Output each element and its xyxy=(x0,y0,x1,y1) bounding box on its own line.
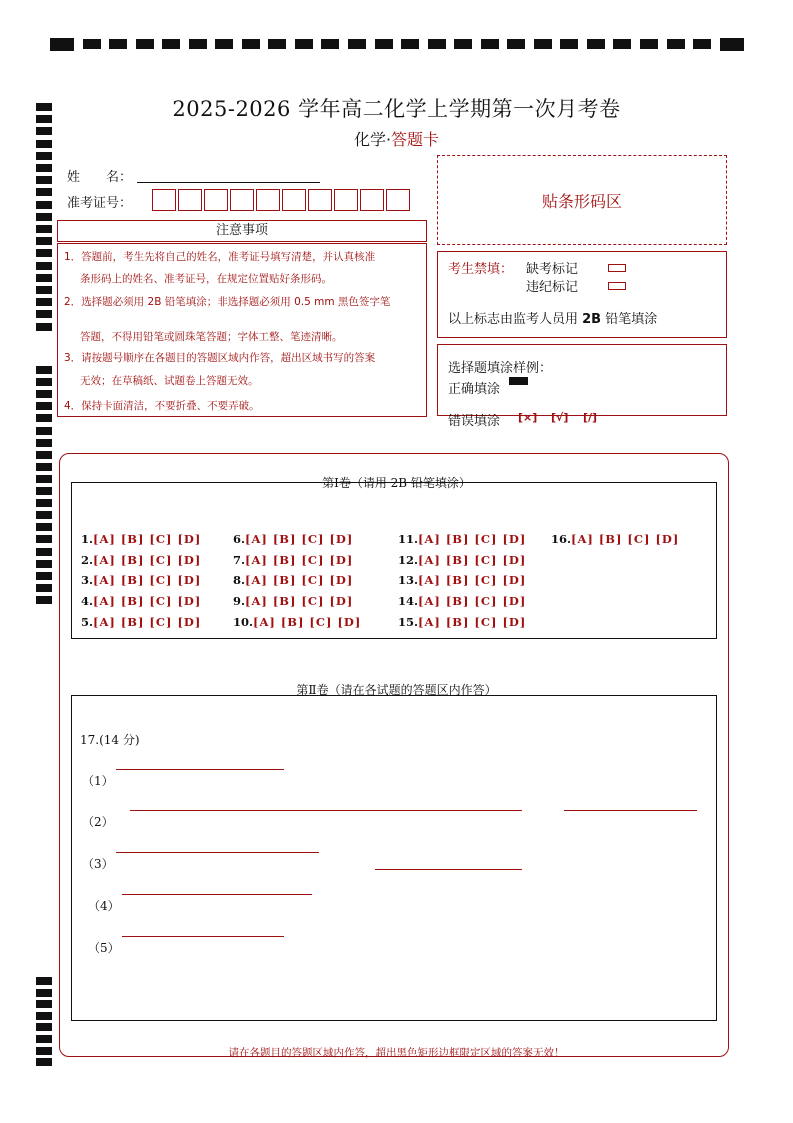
exam-id-digit-box[interactable] xyxy=(360,189,384,211)
name-label: 姓 名： xyxy=(67,170,133,185)
mcq-options[interactable]: [A] [B] [C] [D] xyxy=(93,553,202,567)
timing-mark xyxy=(36,164,52,172)
timing-mark xyxy=(36,1012,52,1020)
notice-line: 3．请按题号顺序在各题目的答题区域内作答，超出区域书写的答案 xyxy=(64,352,376,364)
mcq-number: 16. xyxy=(551,532,572,546)
notice-line: 无效；在草稿纸、试题卷上答题无效。 xyxy=(80,375,259,387)
part-5-label: （5） xyxy=(88,941,120,955)
mcq-question[interactable] xyxy=(398,573,526,587)
mcq-options[interactable]: [A] [B] [C] [D] xyxy=(93,594,202,608)
invigilator-box xyxy=(437,251,727,338)
mcq-question[interactable] xyxy=(398,553,526,567)
timing-mark xyxy=(36,463,52,471)
mcq-options[interactable]: [A] [B] [C] [D] xyxy=(253,615,362,629)
answer-line[interactable] xyxy=(116,852,319,853)
timing-mark xyxy=(36,310,52,318)
mcq-question[interactable] xyxy=(81,553,201,567)
timing-mark xyxy=(36,1035,52,1043)
timing-mark xyxy=(36,262,52,270)
timing-mark xyxy=(36,439,52,447)
mcq-options[interactable]: [A] [B] [C] [D] xyxy=(418,594,527,608)
mcq-options[interactable]: [A] [B] [C] [D] xyxy=(245,532,354,546)
mcq-question[interactable] xyxy=(398,615,526,629)
timing-mark xyxy=(36,1023,52,1031)
name-field[interactable] xyxy=(137,182,320,183)
timing-mark xyxy=(36,201,52,209)
timing-mark xyxy=(36,176,52,184)
mcq-question[interactable] xyxy=(233,532,353,546)
mcq-number: 11. xyxy=(398,532,419,546)
timing-mark xyxy=(36,286,52,294)
absent-mark-label: 缺考标记 xyxy=(526,262,579,277)
timing-mark xyxy=(36,499,52,507)
part-1-label: （1） xyxy=(82,774,114,788)
timing-mark xyxy=(36,596,52,604)
mcq-number: 2. xyxy=(81,553,94,567)
exam-id-digit-box[interactable] xyxy=(282,189,306,211)
exam-id-digit-box[interactable] xyxy=(204,189,228,211)
invigilator-note xyxy=(448,308,657,327)
subtitle-subject: 化学· xyxy=(353,130,392,149)
timing-mark xyxy=(36,298,52,306)
wrong-fill-mark: [√] xyxy=(551,411,569,424)
exam-id-digit-box[interactable] xyxy=(178,189,202,211)
timing-mark xyxy=(36,225,52,233)
absent-mark-box[interactable] xyxy=(608,264,626,272)
correct-fill-label: 正确填涂 xyxy=(448,382,501,397)
exam-id-digit-box[interactable] xyxy=(308,189,332,211)
part-3-label: （3） xyxy=(82,857,114,871)
mcq-options[interactable]: [A] [B] [C] [D] xyxy=(245,553,354,567)
timing-mark xyxy=(36,560,52,568)
mcq-question[interactable] xyxy=(233,594,353,608)
page-subtitle xyxy=(0,127,793,150)
mcq-number: 15. xyxy=(398,615,419,629)
violation-mark-label: 违纪标记 xyxy=(526,280,579,295)
barcode-label: 贴条形码区 xyxy=(541,191,622,211)
timing-mark xyxy=(36,523,52,531)
exam-id-digit-box[interactable] xyxy=(152,189,176,211)
mcq-question[interactable] xyxy=(233,553,353,567)
mcq-options[interactable]: [A] [B] [C] [D] xyxy=(418,615,527,629)
timing-mark xyxy=(36,427,52,435)
part-2-label: （2） xyxy=(82,815,114,829)
mcq-options[interactable]: [A] [B] [C] [D] xyxy=(418,553,527,567)
part-4-label: （4） xyxy=(88,899,120,913)
timing-mark xyxy=(36,378,52,386)
timing-mark xyxy=(36,977,52,985)
timing-mark xyxy=(36,511,52,519)
mcq-options[interactable]: [A] [B] [C] [D] xyxy=(93,532,202,546)
mcq-options[interactable]: [A] [B] [C] [D] xyxy=(418,573,527,587)
fill-example-box xyxy=(437,344,727,429)
mcq-question[interactable] xyxy=(81,594,201,608)
timing-mark xyxy=(36,572,52,580)
exam-id-digit-box[interactable] xyxy=(334,189,358,211)
timing-mark xyxy=(36,548,52,556)
subtitle-answer-card: 答题卡 xyxy=(391,130,440,149)
wrong-fill-label: 错误填涂 xyxy=(448,414,501,429)
timing-mark xyxy=(36,152,52,160)
mcq-number: 13. xyxy=(398,573,419,587)
mcq-number: 8. xyxy=(233,573,246,587)
mcq-question[interactable] xyxy=(233,573,353,587)
section2-box xyxy=(71,695,717,1021)
mcq-options[interactable]: [A] [B] [C] [D] xyxy=(93,615,202,629)
wrong-fill-mark: [/] xyxy=(583,411,598,424)
notice-line: 2．选择题必须用 2B 铅笔填涂；非选择题必须用 0.5 mm 黑色签字笔 xyxy=(64,296,391,308)
mcq-question[interactable] xyxy=(81,573,201,587)
mcq-number: 6. xyxy=(233,532,246,546)
timing-mark xyxy=(36,213,52,221)
mcq-options[interactable]: [A] [B] [C] [D] xyxy=(245,594,354,608)
mcq-question[interactable] xyxy=(551,532,679,546)
exam-id-digit-box[interactable] xyxy=(386,189,410,211)
timing-mark xyxy=(36,366,52,374)
notice-line: 1．答题前，考生先将自己的姓名，准考证号填写清楚，并认真核准 xyxy=(64,251,376,263)
violation-mark-box[interactable] xyxy=(608,282,626,290)
timing-mark xyxy=(36,414,52,422)
mcq-number: 5. xyxy=(81,615,94,629)
mcq-question[interactable] xyxy=(81,532,201,546)
notice-line: 4．保持卡面清洁，不要折叠、不要弄破。 xyxy=(64,400,260,412)
answer-line[interactable] xyxy=(564,810,697,811)
exam-id-digit-box[interactable] xyxy=(256,189,280,211)
mcq-question[interactable] xyxy=(81,615,201,629)
mcq-options[interactable]: [A] [B] [C] [D] xyxy=(571,532,680,546)
mcq-number: 1. xyxy=(81,532,94,546)
correct-fill-sample xyxy=(509,377,528,385)
answer-line[interactable] xyxy=(130,810,522,811)
timing-marks-top xyxy=(50,38,744,50)
answer-line[interactable] xyxy=(116,769,284,770)
fill-example-heading: 选择题填涂样例： xyxy=(448,361,553,376)
timing-mark xyxy=(36,390,52,398)
notice-heading: 注意事项 xyxy=(57,220,427,242)
mcq-number: 7. xyxy=(233,553,246,567)
mcq-options[interactable]: [A] [B] [C] [D] xyxy=(418,532,527,546)
wrong-fill-mark: [×] xyxy=(518,411,538,424)
notice-line: 答题，不得用铅笔或圆珠笔答题；字体工整、笔迹清晰。 xyxy=(80,331,343,343)
answer-line[interactable] xyxy=(122,894,312,895)
footer-warning: 请在各题目的答题区域内作答，超出黑色矩形边框限定区域的答案无效！ xyxy=(228,1047,565,1059)
timing-mark xyxy=(36,323,52,331)
mcq-question[interactable] xyxy=(398,594,526,608)
notice-line: 条形码上的姓名、准考证号，在规定位置贴好条形码。 xyxy=(80,273,332,285)
mcq-number: 4. xyxy=(81,594,94,608)
exam-id-digit-box[interactable] xyxy=(230,189,254,211)
invigilator-label: 考生禁填： xyxy=(448,262,514,277)
invigilator-note-prefix: 以上标志由监考人员用 xyxy=(448,312,583,327)
timing-mark xyxy=(36,249,52,257)
question-17-label: 17.(14 分) xyxy=(80,733,140,747)
invigilator-note-suffix: 铅笔填涂 xyxy=(601,312,658,327)
timing-mark xyxy=(36,237,52,245)
answer-line[interactable] xyxy=(122,936,284,937)
mcq-number: 3. xyxy=(81,573,94,587)
mcq-number: 10. xyxy=(233,615,254,629)
mcq-question[interactable] xyxy=(233,615,361,629)
timing-mark xyxy=(36,1000,52,1008)
timing-mark xyxy=(36,451,52,459)
mcq-question[interactable] xyxy=(398,532,526,546)
timing-mark xyxy=(36,535,52,543)
timing-mark xyxy=(36,584,52,592)
timing-mark xyxy=(36,274,52,282)
timing-mark xyxy=(36,402,52,410)
invigilator-note-pencil: 2B xyxy=(582,312,602,327)
barcode-area xyxy=(437,155,727,245)
mcq-number: 9. xyxy=(233,594,246,608)
timing-mark xyxy=(36,989,52,997)
answer-line[interactable] xyxy=(375,869,522,870)
notice-box xyxy=(57,243,427,417)
mcq-number: 14. xyxy=(398,594,419,608)
timing-mark xyxy=(36,188,52,196)
mcq-number: 12. xyxy=(398,553,419,567)
mcq-options[interactable]: [A] [B] [C] [D] xyxy=(93,573,202,587)
section1-title-text: 第Ⅰ卷（请用 2B 铅笔填涂） xyxy=(319,476,474,490)
exam-id-label: 准考证号： xyxy=(67,196,133,211)
mcq-options[interactable]: [A] [B] [C] [D] xyxy=(245,573,354,587)
page-title: 2025-2026 学年高二化学上学期第一次月考卷 xyxy=(172,97,621,121)
section2-title: 第Ⅱ卷（请在各试题的答题区内作答） xyxy=(296,683,497,697)
